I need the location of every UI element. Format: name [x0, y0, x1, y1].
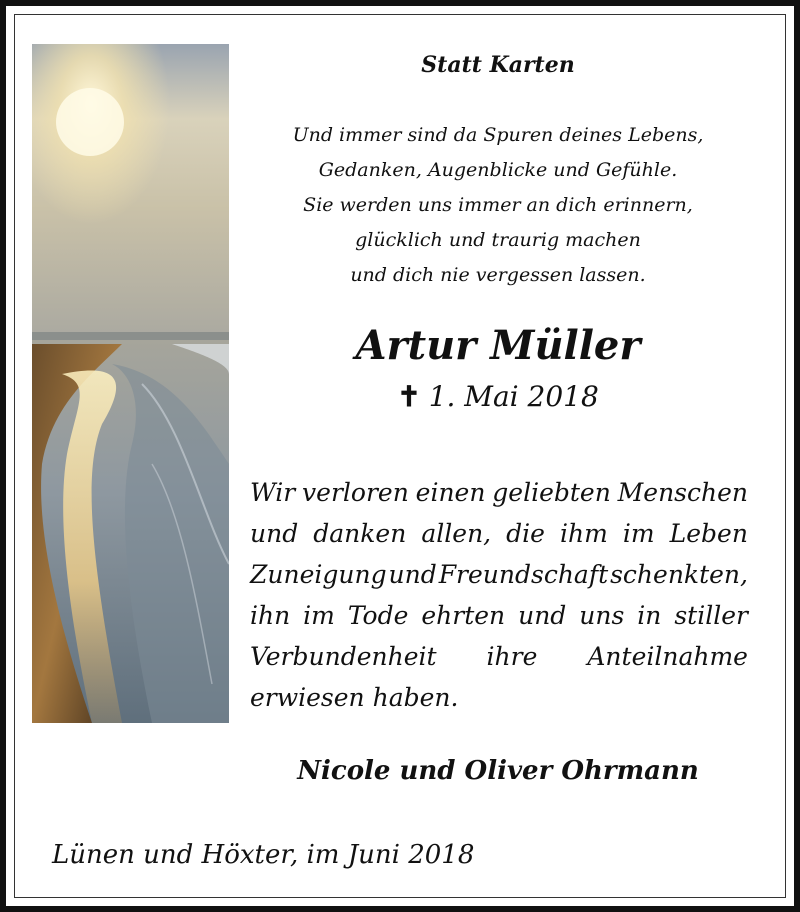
- death-date-line: [238, 380, 758, 413]
- thanks-word: geliebten: [492, 478, 611, 507]
- statt-karten-heading: Statt Karten: [421, 52, 575, 78]
- thanks-word: Zuneigung: [250, 560, 387, 589]
- thanks-word: und: [518, 601, 567, 630]
- thanks-word: Menschen: [617, 478, 748, 507]
- thanks-word: schenkten,: [610, 560, 748, 589]
- thanks-word: ihn: [250, 601, 291, 630]
- thanks-word: und: [388, 560, 437, 589]
- poem-line: Sie werden uns immer an dich erinnern,: [303, 194, 693, 216]
- thanks-word: ihre: [486, 642, 538, 671]
- thanks-word: Freundschaft: [438, 560, 609, 589]
- signers: Nicole und Oliver Ohrmann: [297, 756, 699, 786]
- thanks-line: [250, 472, 748, 513]
- thanks-line: [250, 513, 748, 554]
- thanks-word: im: [303, 601, 335, 630]
- thanks-word: Anteilnahme: [587, 642, 748, 671]
- beach-sunset-photo: [32, 44, 229, 723]
- thanks-word: Leben: [669, 519, 748, 548]
- poem: [238, 118, 758, 293]
- thanks-word: ihm: [560, 519, 608, 548]
- thanks-word: allen,: [421, 519, 492, 548]
- thanks-text: [250, 472, 748, 718]
- thanks-word: ehrten: [421, 601, 506, 630]
- thanks-word: verloren: [302, 478, 409, 507]
- thanks-word: danken: [313, 519, 407, 548]
- thanks-word: Wir: [250, 478, 296, 507]
- place-date: Lünen und Höxter, im Juni 2018: [52, 840, 475, 870]
- poem-line: Gedanken, Augenblicke und Gefühle.: [318, 159, 678, 181]
- thanks-line: [250, 554, 748, 595]
- thanks-word: uns: [579, 601, 625, 630]
- death-date: 1. Mai 2018: [428, 380, 599, 413]
- poem-line: und dich nie vergessen lassen.: [350, 264, 646, 286]
- thanks-line: [250, 595, 748, 636]
- thanks-word: stiller: [674, 601, 748, 630]
- thanks-line: erwiesen haben.: [250, 683, 459, 712]
- thanks-word: und: [250, 519, 299, 548]
- thanks-word: Verbundenheit: [250, 642, 437, 671]
- thanks-line: [250, 636, 748, 677]
- cross-icon: ✝: [397, 380, 421, 413]
- thanks-word: die: [506, 519, 545, 548]
- thanks-word: Tode: [347, 601, 409, 630]
- poem-line: glücklich und traurig machen: [355, 229, 641, 251]
- thanks-word: im: [622, 519, 655, 548]
- deceased-name: Artur Müller: [355, 322, 641, 369]
- poem-line: Und immer sind da Spuren deines Lebens,: [292, 124, 704, 146]
- thanks-word: in: [637, 601, 662, 630]
- thanks-word: einen: [415, 478, 486, 507]
